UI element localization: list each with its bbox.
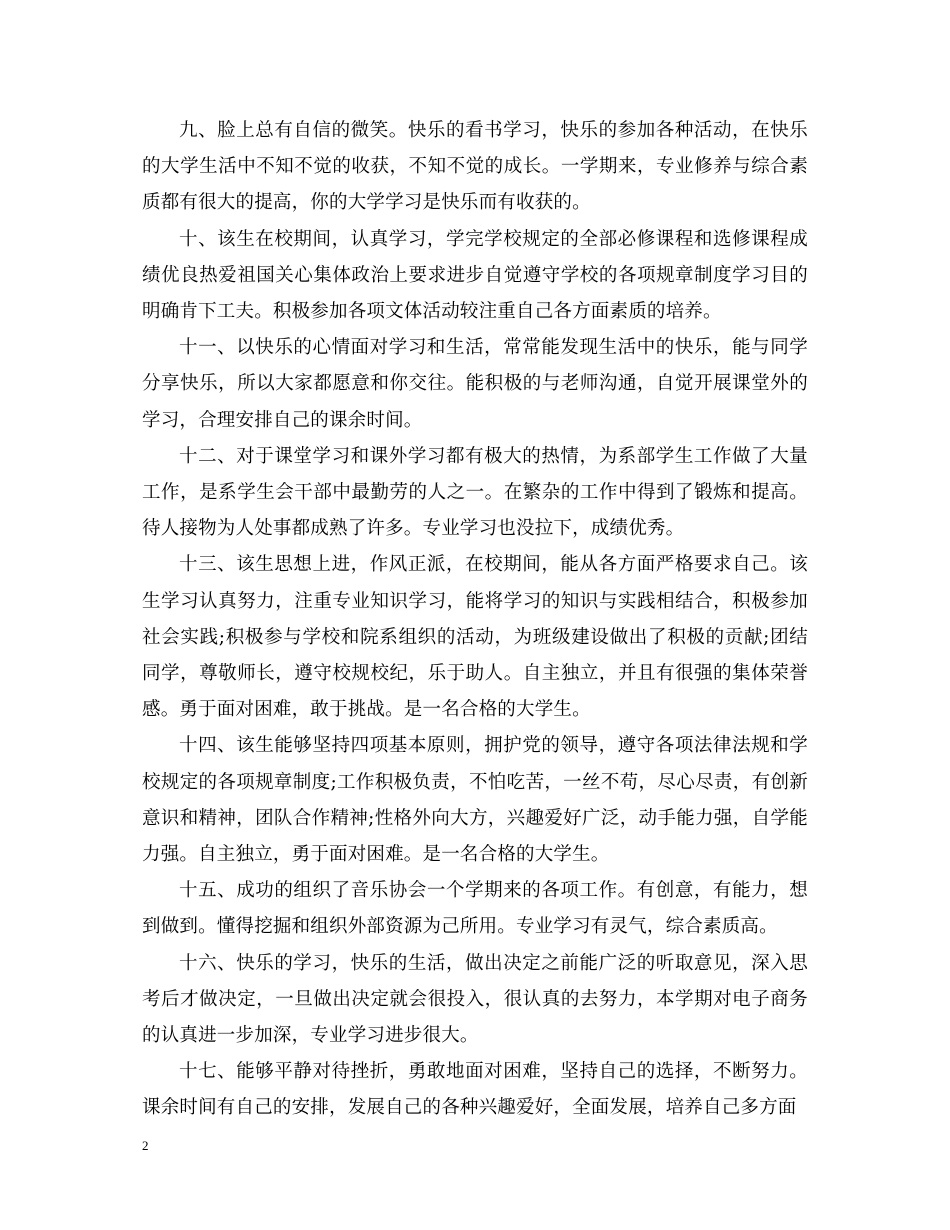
paragraph-16: 十六、快乐的学习，快乐的生活，做出决定之前能广泛的听取意见，深入思考后才做决定，一旦做出决定就会很投入，很认真的去努力，本学期对电子商务的认真进一步加深，专业学习进步很大。 [142,952,808,1047]
paragraph-10: 十、该生在校期间，认真学习，学完学校规定的全部必修课程和选修课程成绩优良热爱祖国关心集体政治上要求进步自觉遵守学校的各项规章制度学习目的明确肯下工夫。积极参加各项文体活动较注重自己各方面素质的培养。 [142,228,808,323]
paragraph-14: 十四、该生能够坚持四项基本原则，拥护党的领导，遵守各项法律法规和学校规定的各项规章制度;工作积极负责，不怕吃苦，一丝不苟，尽心尽责，有创新意识和精神，团队合作精神;性格外向大方，兴趣爱好广泛，动手能力强，自学能力强。自主独立，勇于面对困难。是一名合格的大学生。 [142,735,808,866]
paragraph-17: 十七、能够平静对待挫折，勇敢地面对困难，坚持自己的选择，不断努力。课余时间有自己的安排，发展自己的各种兴趣爱好，全面发展，培养自己多方面 [142,1061,808,1119]
paragraph-15: 十五、成功的组织了音乐协会一个学期来的各项工作。有创意，有能力，想到做到。懂得挖掘和组织外部资源为己所用。专业学习有灵气，综合素质高。 [142,880,808,938]
document-body [142,113,808,1127]
page-number: 2 [142,1138,149,1153]
paragraph-13: 十三、该生思想上进，作风正派，在校期间，能从各方面严格要求自己。该生学习认真努力，注重专业知识学习，能将学习的知识与实践相结合，积极参加社会实践;积极参与学校和院系组织的活动，为班级建设做出了积极的贡献;团结同学，尊敬师长，遵守校规校纪，乐于助人。自主独立，并且有很强的集体荣誉感。勇于面对困难，敢于挑战。是一名合格的大学生。 [142,554,808,721]
paragraph-12: 十二、对于课堂学习和课外学习都有极大的热情，为系部学生工作做了大量工作，是系学生会干部中最勤劳的人之一。在繁杂的工作中得到了锻炼和提高。待人接物为人处事都成熟了许多。专业学习也没拉下，成绩优秀。 [142,445,808,540]
paragraph-9: 九、脸上总有自信的微笑。快乐的看书学习，快乐的参加各种活动，在快乐的大学生活中不知不觉的收获，不知不觉的成长。一学期来，专业修养与综合素质都有很大的提高，你的大学学习是快乐而有收获的。 [142,120,808,214]
paragraph-11: 十一、以快乐的心情面对学习和生活，常常能发现生活中的快乐，能与同学分享快乐，所以大家都愿意和你交往。能积极的与老师沟通，自觉开展课堂外的学习，合理安排自己的课余时间。 [142,337,808,431]
